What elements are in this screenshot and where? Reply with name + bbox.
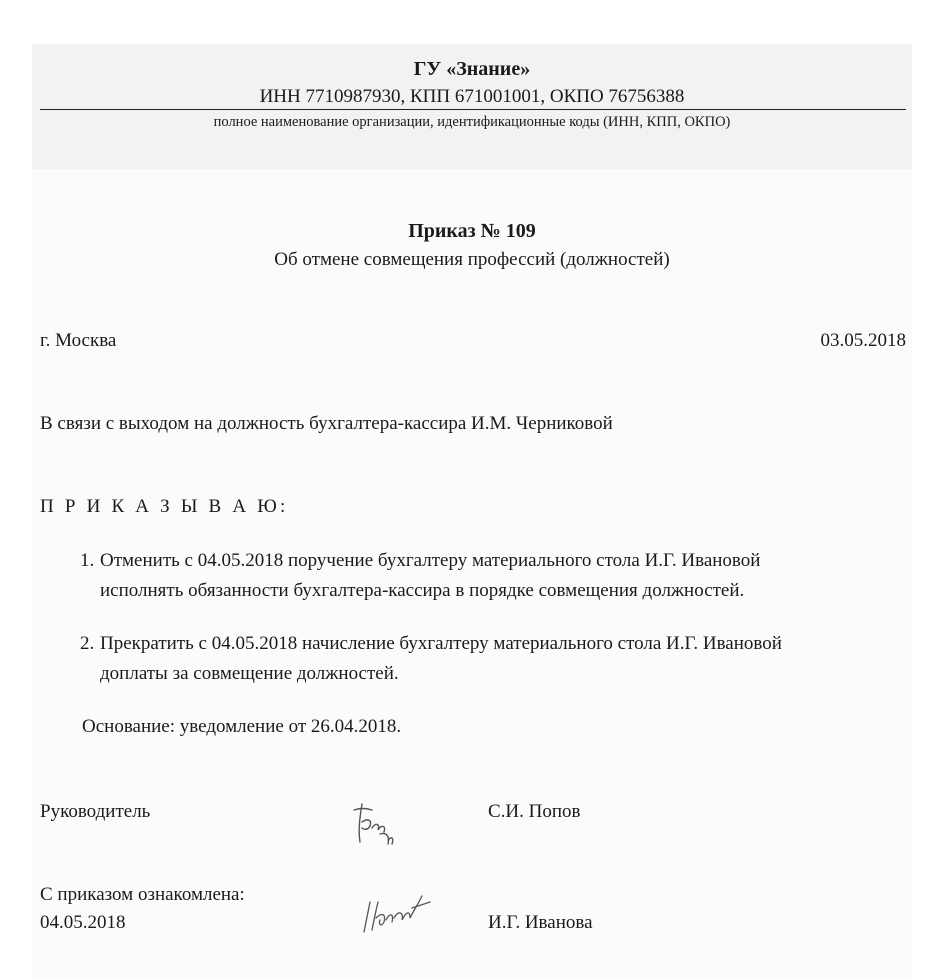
acknowledgement-date: 04.05.2018 [40,912,126,933]
order-item [80,629,782,689]
orders-word: П Р И К А З Ы В А Ю: [40,496,289,517]
order-reason: В связи с выходом на должность бухгалтера-кассира И.М. Черниковой [40,413,613,434]
organization-codes: ИНН 7710987930, КПП 671001001, ОКПО 76756388 [259,86,685,107]
item-line: исполнять обязанности бухгалтера-кассира в порядке совмещения должностей. [100,580,745,601]
acknowledgement-label: С приказом ознакомлена: [40,884,245,905]
order-item [80,546,760,606]
item-line: доплаты за совмещение должностей. [100,663,399,684]
document-page [32,44,912,978]
organization-header [32,44,912,169]
order-date: 03.05.2018 [820,330,906,351]
item-number: 2. [80,633,95,654]
employee-name: И.Г. Иванова [488,912,593,933]
head-role: Руководитель [40,801,151,822]
organization-caption: полное наименование организации, идентификационные коды (ИНН, КПП, ОКПО) [213,114,731,130]
header-divider [40,109,906,110]
item-line: Отменить с 04.05.2018 поручение бухгалтеру материального стола И.Г. Ивановой [100,550,761,571]
head-signature [350,796,406,852]
order-subject: Об отмене совмещения профессий (должностей) [274,249,670,270]
organization-name: ГУ «Знание» [413,58,531,80]
order-basis: Основание: уведомление от 26.04.2018. [82,716,402,737]
employee-signature [358,882,434,938]
item-number: 1. [80,550,95,571]
order-city: г. Москва [40,330,117,351]
head-name: С.И. Попов [488,801,581,822]
order-title: Приказ № 109 [408,220,536,242]
item-line: Прекратить с 04.05.2018 начисление бухгалтеру материального стола И.Г. Ивановой [100,633,782,654]
